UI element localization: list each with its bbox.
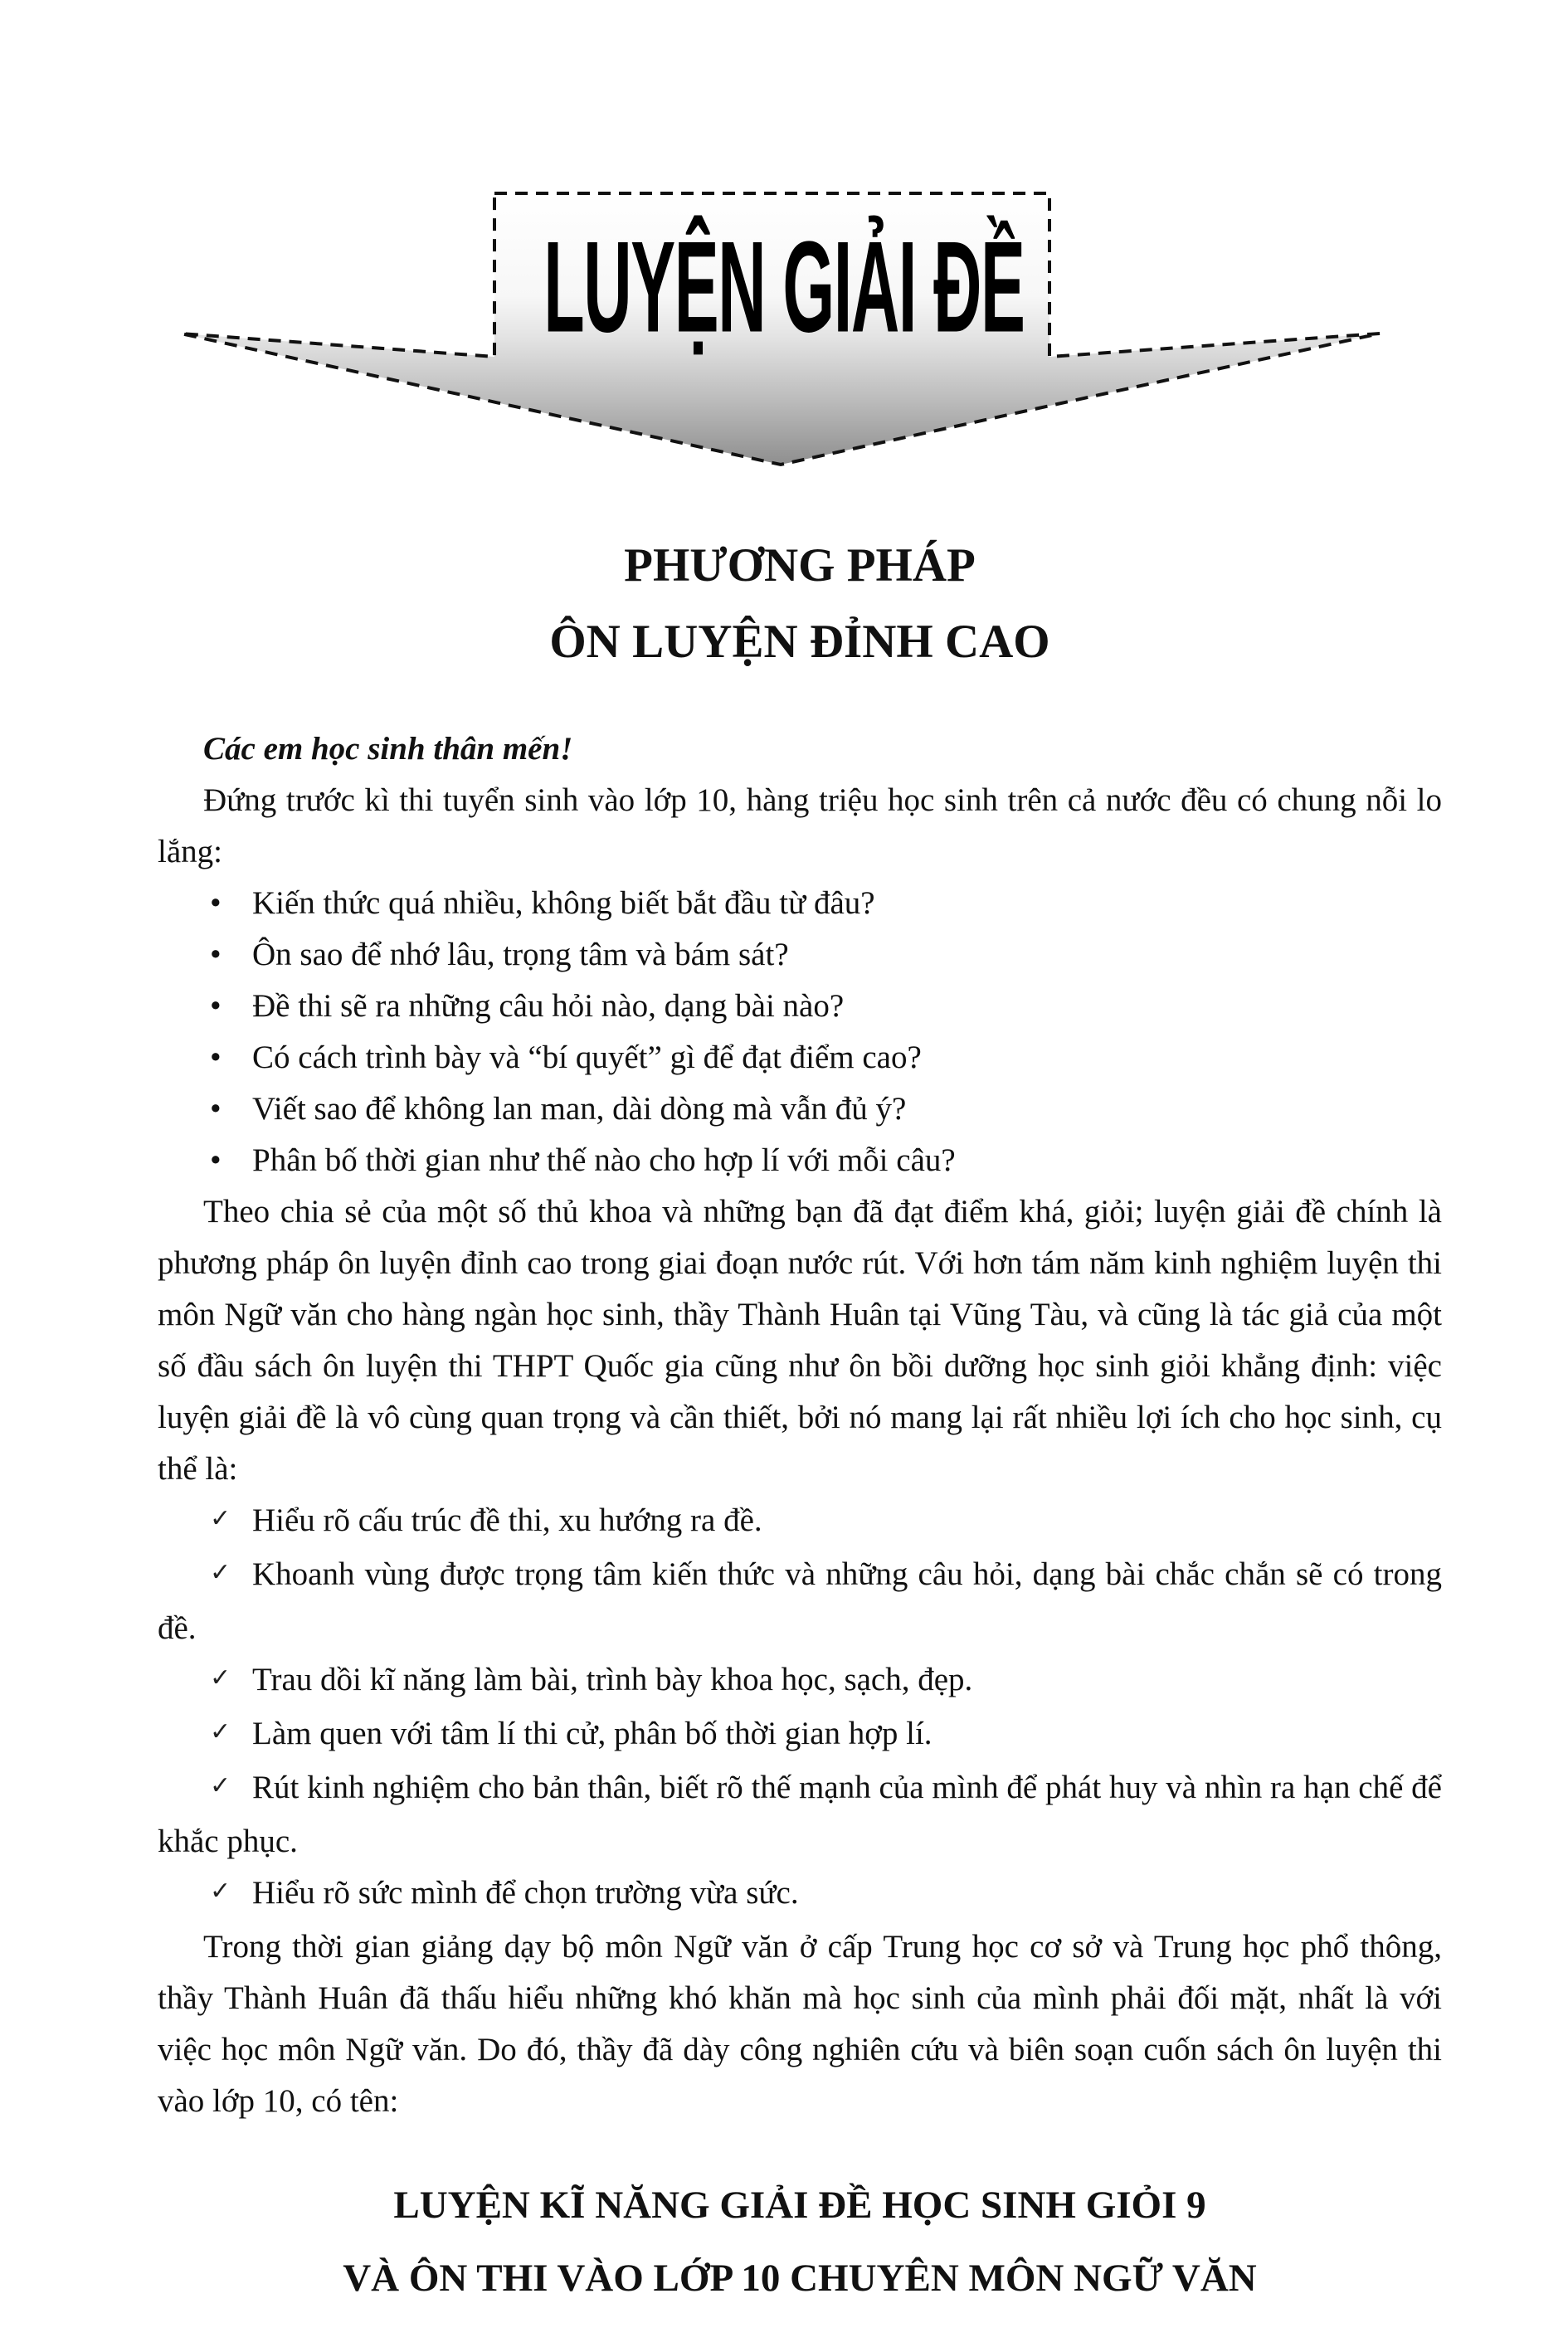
list-item bbox=[158, 1083, 1442, 1135]
check-icon: ✓ bbox=[210, 1771, 231, 1800]
page-title-line2: ÔN LUYỆN ĐỈNH CAO bbox=[549, 616, 1050, 668]
list-item bbox=[158, 929, 1442, 981]
list-item-text: Trau dồi kĩ năng làm bài, trình bày khoa học, sạch, đẹp. bbox=[252, 1662, 973, 1697]
list-item bbox=[158, 878, 1442, 929]
bullet-icon: • bbox=[210, 885, 222, 921]
list-item-text: Khoanh vùng được trọng tâm kiến thức và những câu hỏi, dạng bài chắc chắn sẽ có trong đề. bbox=[158, 1556, 1442, 1646]
bullet-icon: • bbox=[210, 1040, 222, 1075]
bullet-icon: • bbox=[210, 1142, 222, 1178]
bullet-icon: • bbox=[210, 988, 222, 1024]
book-title-line1: LUYỆN KĨ NĂNG GIẢI ĐỀ HỌC SINH GIỎI 9 bbox=[393, 2184, 1206, 2227]
list-item-text: Kiến thức quá nhiều, không biết bắt đầu từ đâu? bbox=[252, 885, 875, 921]
list-item bbox=[158, 1867, 1442, 1921]
book-title-line2: VÀ ÔN THI VÀO LỚP 10 CHUYÊN MÔN NGỮ VĂN bbox=[343, 2257, 1257, 2300]
bullet-icon: • bbox=[210, 937, 222, 972]
list-item-text: Làm quen với tâm lí thi cử, phân bố thời gian hợp lí. bbox=[252, 1716, 933, 1751]
list-item-text: Rút kinh nghiệm cho bản thân, biết rõ thế mạnh của mình để phát huy và nhìn ra hạn chế để khắc phục. bbox=[158, 1770, 1442, 1859]
check-list bbox=[158, 1495, 1442, 1921]
page-title-line1: PHƯƠNG PHÁP bbox=[624, 539, 976, 592]
book-title bbox=[158, 2169, 1442, 2315]
banner-title: LUYỆN GIẢI ĐỀ bbox=[543, 214, 1025, 359]
check-icon: ✓ bbox=[210, 1558, 231, 1587]
intro-paragraph: Đứng trước kì thi tuyển sinh vào lớp 10, hàng triệu học sinh trên cả nước đều có chung nỗi lo lắng: bbox=[158, 782, 1442, 869]
list-item-text: Hiểu rõ sức mình để chọn trường vừa sức. bbox=[252, 1875, 799, 1911]
list-item bbox=[158, 981, 1442, 1032]
list-item-text: Phân bố thời gian như thế nào cho hợp lí với mỗi câu? bbox=[252, 1142, 956, 1178]
check-icon: ✓ bbox=[210, 1504, 231, 1533]
page-content bbox=[0, 528, 1568, 2315]
body-paragraph-3: Trong thời gian giảng dạy bộ môn Ngữ văn ở cấp Trung học cơ sở và Trung học phổ thông, thầy Thành Huân đã thấu hiểu những khó khăn mà học sinh của mình phải đối mặt, nhất là với việc học môn Ngữ văn. Do đó, thầy đã dày công nghiên cứu và biên soạn cuốn sách ôn luyện thi vào lớp 10, có tên: bbox=[158, 1929, 1442, 2119]
list-item-text: Viết sao để không lan man, dài dòng mà vẫn đủ ý? bbox=[252, 1091, 907, 1127]
body-paragraph-2: Theo chia sẻ của một số thủ khoa và những bạn đã đạt điểm khá, giỏi; luyện giải đề chính là phương pháp ôn luyện đỉnh cao trong giai đoạn nước rút. Với hơn tám năm kinh nghiệm luyện thi môn Ngữ văn cho hàng ngàn học sinh, thầy Thành Huân tại Vũng Tàu, và cũng là tác giả của một số đầu sách ôn luyện thi THPT Quốc gia cũng như ôn bồi dưỡng học sinh giỏi khẳng định: việc luyện giải đề là vô cùng quan trọng và cần thiết, bởi nó mang lại rất nhiều lợi ích cho học sinh, cụ thể là: bbox=[158, 1194, 1442, 1487]
list-item bbox=[158, 1495, 1442, 1549]
banner bbox=[0, 0, 1568, 514]
list-item bbox=[158, 1549, 1442, 1654]
check-icon: ✓ bbox=[210, 1717, 231, 1746]
page-title bbox=[158, 528, 1442, 680]
check-icon: ✓ bbox=[210, 1663, 231, 1692]
check-icon: ✓ bbox=[210, 1877, 231, 1906]
list-item-text: Ôn sao để nhớ lâu, trọng tâm và bám sát? bbox=[252, 937, 789, 972]
list-item bbox=[158, 1032, 1442, 1083]
list-item bbox=[158, 1654, 1442, 1708]
salutation: Các em học sinh thân mến! bbox=[203, 731, 573, 767]
list-item-text: Có cách trình bày và “bí quyết” gì để đạt điểm cao? bbox=[252, 1040, 922, 1075]
list-item-text: Hiểu rõ cấu trúc đề thi, xu hướng ra đề. bbox=[252, 1502, 762, 1538]
bullet-icon: • bbox=[210, 1091, 222, 1127]
bullet-list bbox=[158, 878, 1442, 1186]
list-item-text: Đề thi sẽ ra những câu hỏi nào, dạng bài nào? bbox=[252, 988, 845, 1024]
list-item bbox=[158, 1135, 1442, 1186]
list-item bbox=[158, 1762, 1442, 1867]
list-item bbox=[158, 1708, 1442, 1762]
